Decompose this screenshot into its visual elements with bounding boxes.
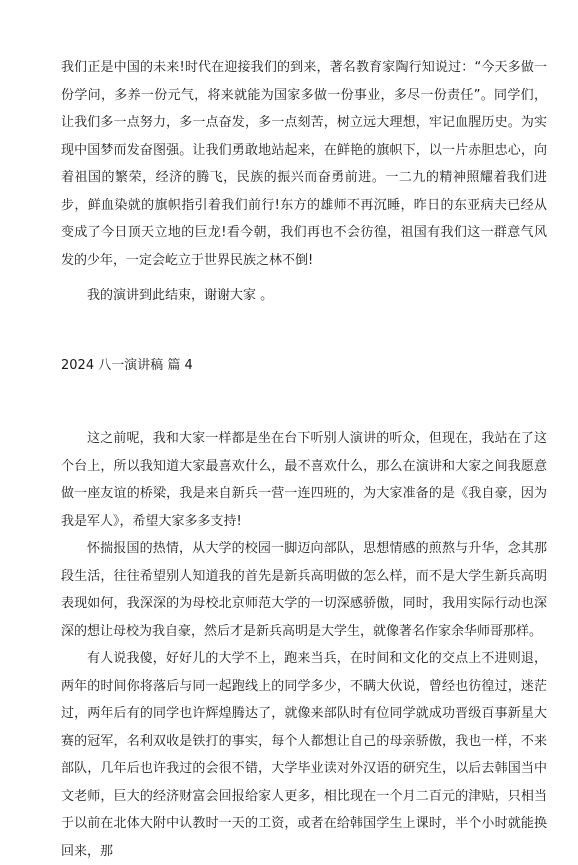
paragraph-2: 这之前呢，我和大家一样都是坐在台下听别人演讲的听众，但现在，我站在了这个台上，所以我知道大家最喜欢什么，最不喜欢什么，那么在演讲和大家之间我愿意做一座友谊的桥梁，我是来自新兵一营一连四班的，为大家准备的是《我自豪，因为我是军人》，希望大家多多支持! [61, 431, 547, 529]
paragraph-closing: 我的演讲到此结束，谢谢大家 。 [87, 288, 274, 303]
paragraph-4: 有人说我傻，好好儿的大学不上，跑来当兵，在时间和文化的交点上不进则退，两年的时间你将落后与同一起跑线上的同学多少，不瞒大伙说，曾经也彷徨过，迷茫过，两年后有的同学也许辉煌腾达了，就像来部队时有位同学就成功晋级百事新星大赛的冠军，名利双收是铁打的事实，每个人都想让自己的母亲骄傲，我也一样，不来部队，几年后也许我过的会很不错，大学毕业读对外汉语的研究生，以后去韩国当中文老师，巨大的经济财富会回报给家人更多，相比现在一个月二百元的津贴，只相当于以前在北体大附中认教时一天的工资，或者在给韩国学生上课时，半个小时就能换回来，那 [61, 651, 547, 859]
paragraph-3: 怀揣报国的热情，从大学的校园一脚迈向部队，思想情感的煎熬与升华，念其那段生活，往往希望别人知道我的首先是新兵高明做的怎么样，而不是大学生新兵高明表现如何，我深深的为母校北京师范大学的一切深感骄傲，同时，我用实际行动也深深的想让母校为我自豪，然后才是新兵高明是大学生，就像著名作家余华师哥那样。 [61, 541, 547, 639]
paragraph-1: 我们正是中国的未来!时代在迎接我们的到来，著名教育家陶行知说过：“今天多做一份学问，多养一份元气，将来就能为国家多做一份事业，多尽一份责任”。同学们，让我们多一点努力，多一点奋发，多一点刻苦，树立远大理想，牢记血腥历史。为实现中国梦而发奋图强。让我们勇敢地站起来，在鲜艳的旗帜下，以一片赤胆忠心，向着祖国的繁荣，经济的腾飞，民族的振兴而奋勇前进。一二九的精神照耀着我们进步，鲜血染就的旗帜指引着我们前行!东方的雄师不再沉睡，昨日的东亚病夫已经从变成了今日顶天立地的巨龙!看今朝，我们再也不会彷徨，祖国有我们这一群意气风发的少年，一定会屹立于世界民族之林不倒! [61, 60, 547, 268]
section-heading: 2024 八一演讲稿 篇 4 [61, 357, 193, 373]
document-page [61, 54, 547, 865]
